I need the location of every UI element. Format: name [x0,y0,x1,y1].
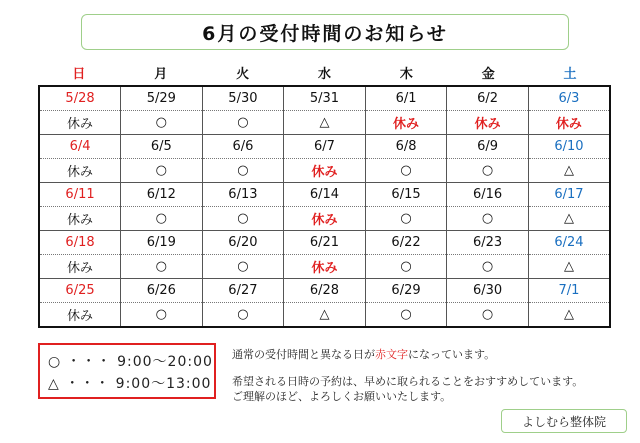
date-row [39,279,610,303]
date-cell: 6/22 [365,231,447,255]
date-cell: 6/10 [528,135,610,159]
date-cell: 5/31 [284,86,366,111]
note-line-1 [232,346,495,362]
status-cell: ○ [365,255,447,279]
status-cell: 休み [39,303,121,328]
status-row [39,303,610,328]
weekday-header [38,63,611,83]
weekday-fri: 金 [481,67,495,82]
date-cell: 5/28 [39,86,121,111]
weekday-sat: 土 [563,67,577,82]
date-cell: 6/1 [365,86,447,111]
status-row [39,159,610,183]
date-cell: 7/1 [528,279,610,303]
date-cell: 6/2 [447,86,529,111]
status-cell: 休み [284,255,366,279]
status-cell: ○ [447,159,529,183]
date-cell: 6/7 [284,135,366,159]
status-row [39,111,610,135]
date-cell: 6/9 [447,135,529,159]
status-cell: △ [284,111,366,135]
status-cell: △ [528,255,610,279]
date-cell: 6/19 [121,231,203,255]
status-cell: △ [528,207,610,231]
weekday-mon: 月 [154,67,168,82]
weekday-sun: 日 [72,67,86,82]
status-cell: ○ [202,159,284,183]
date-cell: 6/26 [121,279,203,303]
status-cell: 休み [39,159,121,183]
date-cell: 6/6 [202,135,284,159]
date-cell: 6/27 [202,279,284,303]
date-cell: 6/15 [365,183,447,207]
note-line-3: ご理解のほど、よろしくお願いいたします。 [232,390,452,403]
status-cell: 休み [447,111,529,135]
date-cell: 6/24 [528,231,610,255]
status-cell: ○ [121,255,203,279]
date-cell: 6/21 [284,231,366,255]
date-cell: 6/12 [121,183,203,207]
note-line-2: 希望される日時の予約は、早めに取られることをおすすめしています。 [232,375,584,388]
clinic-name-badge: よしむら整体院 [501,409,627,433]
status-cell: ○ [202,303,284,328]
date-cell: 6/3 [528,86,610,111]
status-cell: ○ [447,303,529,328]
date-cell: 6/29 [365,279,447,303]
status-cell: 休み [39,207,121,231]
legend-full-hours: ○ ・・・ 9:00～20:00 [48,354,213,370]
status-cell: ○ [202,207,284,231]
date-cell: 6/13 [202,183,284,207]
status-cell: ○ [121,111,203,135]
page-title: 6月の受付時間のお知らせ [81,14,569,50]
status-cell: 休み [284,207,366,231]
date-cell: 6/17 [528,183,610,207]
status-cell: ○ [121,207,203,231]
weekday-tue: 火 [236,67,250,82]
schedule-calendar [38,85,611,328]
date-cell: 6/23 [447,231,529,255]
date-cell: 6/25 [39,279,121,303]
status-cell: 休み [39,255,121,279]
date-cell: 6/4 [39,135,121,159]
status-cell: △ [528,303,610,328]
status-cell: ○ [121,303,203,328]
status-cell: ○ [365,303,447,328]
note-line-1-pre: 通常の受付時間と異なる日が [232,348,375,361]
date-cell: 6/8 [365,135,447,159]
status-row [39,255,610,279]
date-cell: 6/16 [447,183,529,207]
status-cell: 休み [284,159,366,183]
note-line-1-post: になっています。 [408,348,496,361]
date-row [39,135,610,159]
status-cell: 休み [365,111,447,135]
status-row [39,207,610,231]
status-cell: ○ [121,159,203,183]
status-cell: ○ [447,207,529,231]
status-cell: △ [284,303,366,328]
date-row [39,86,610,111]
status-cell: ○ [447,255,529,279]
date-cell: 6/5 [121,135,203,159]
status-cell: 休み [39,111,121,135]
date-cell: 5/30 [202,86,284,111]
date-cell: 6/30 [447,279,529,303]
date-cell: 6/18 [39,231,121,255]
date-cell: 6/28 [284,279,366,303]
status-cell: △ [528,159,610,183]
status-cell: ○ [202,255,284,279]
weekday-thu: 木 [399,67,413,82]
date-row [39,183,610,207]
hours-legend [38,343,216,399]
legend-half-hours: △ ・・・ 9:00～13:00 [48,376,212,392]
status-cell: ○ [365,159,447,183]
status-cell: ○ [365,207,447,231]
note-line-1-red: 赤文字 [375,348,408,361]
date-cell: 6/11 [39,183,121,207]
weekday-wed: 水 [317,67,331,82]
date-cell: 5/29 [121,86,203,111]
status-cell: 休み [528,111,610,135]
date-cell: 6/20 [202,231,284,255]
date-cell: 6/14 [284,183,366,207]
date-row [39,231,610,255]
status-cell: ○ [202,111,284,135]
